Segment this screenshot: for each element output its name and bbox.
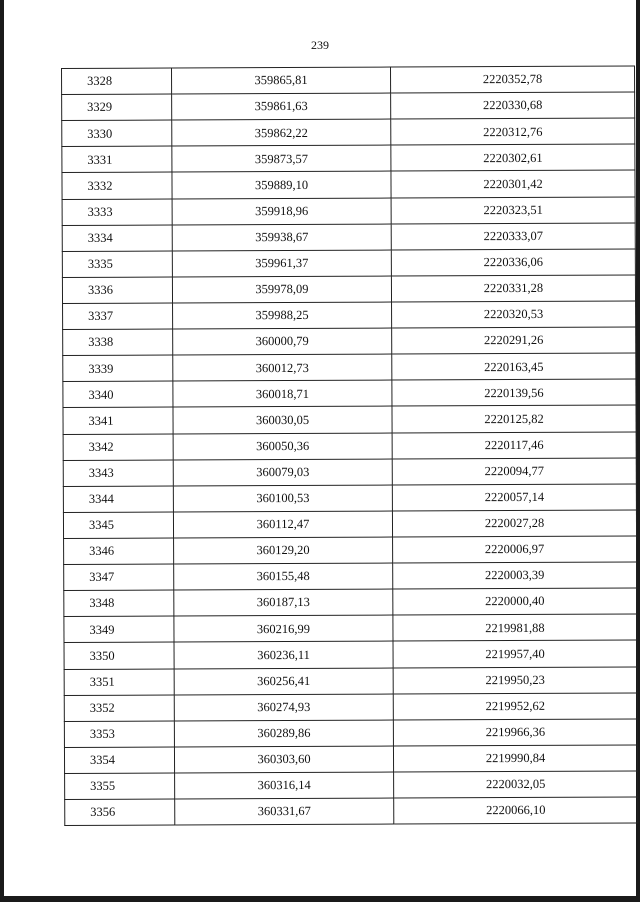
x-coordinate-cell: [174, 589, 393, 616]
x-coordinate-cell: [172, 67, 391, 94]
table-row: [63, 458, 636, 487]
y-coordinate-cell: [393, 667, 637, 694]
y-coordinate-cell: [394, 797, 638, 824]
y-coordinate-cell-text: 2220125,82: [484, 411, 544, 426]
point-number-cell: [63, 355, 173, 382]
y-coordinate-cell: [393, 588, 637, 615]
x-coordinate-cell-text: 359961,37: [255, 255, 309, 271]
point-number-cell: [62, 94, 172, 121]
y-coordinate-cell-text: 2220139,56: [484, 385, 544, 400]
x-coordinate-cell: [174, 720, 393, 747]
point-number-cell-text: 3347: [89, 570, 115, 585]
x-coordinate-cell: [172, 93, 391, 120]
page-number: 239: [311, 38, 329, 52]
table-row: [65, 771, 638, 800]
point-number-cell-text: 3346: [89, 544, 115, 559]
y-coordinate-cell-text: 2219952,62: [485, 698, 546, 714]
y-coordinate-cell: [393, 562, 637, 589]
x-coordinate-cell-text: 360000,79: [255, 334, 309, 349]
x-coordinate-cell-text: 359938,67: [255, 229, 309, 245]
y-coordinate-cell: [392, 405, 636, 432]
point-number-cell-text: 3352: [89, 700, 115, 715]
x-coordinate-cell-text: 359988,25: [255, 308, 309, 323]
y-coordinate-cell-text: 2220000,40: [485, 594, 545, 609]
point-number-cell-text: 3331: [87, 152, 113, 167]
table-row: [64, 719, 637, 748]
y-coordinate-cell: [392, 301, 636, 328]
x-coordinate-cell: [173, 328, 392, 355]
x-coordinate-cell: [173, 406, 392, 433]
point-number-cell-text: 3338: [88, 335, 114, 350]
point-number-cell-text: 3336: [87, 282, 113, 298]
y-coordinate-cell-text: 2220301,42: [483, 176, 543, 191]
point-number-cell: [62, 277, 172, 304]
x-coordinate-cell: [172, 224, 391, 251]
table-row: [62, 118, 635, 147]
coordinates-table-body: [62, 66, 638, 826]
point-number-cell: [62, 68, 172, 95]
table-row: [62, 249, 635, 278]
y-coordinate-cell-text: 2220336,06: [483, 254, 544, 270]
x-coordinate-cell-text: 360331,67: [257, 804, 311, 819]
y-coordinate-cell-text: 2220027,28: [484, 516, 545, 531]
point-number-cell: [65, 799, 175, 826]
table-row: [63, 301, 636, 330]
y-coordinate-cell-text: 2220057,14: [484, 489, 545, 505]
y-coordinate-cell: [391, 144, 635, 171]
point-number-cell-text: 3334: [87, 230, 113, 245]
y-coordinate-cell-text: 2220352,78: [482, 72, 543, 87]
x-coordinate-cell-text: 360012,73: [255, 360, 309, 375]
x-coordinate-cell: [173, 433, 392, 460]
x-coordinate-cell: [173, 380, 392, 407]
table-row: [62, 197, 635, 226]
y-coordinate-cell: [390, 66, 634, 93]
y-coordinate-cell: [393, 693, 637, 720]
point-number-cell: [64, 564, 174, 591]
y-coordinate-cell: [392, 327, 636, 354]
x-coordinate-cell-text: 359862,22: [254, 125, 308, 140]
y-coordinate-cell: [392, 432, 636, 459]
y-coordinate-cell: [391, 275, 635, 302]
point-number-cell-text: 3342: [88, 439, 114, 454]
table-row: [63, 484, 636, 513]
point-number-cell-text: 3354: [89, 752, 116, 768]
point-number-cell: [63, 381, 173, 408]
y-coordinate-cell-text: 2220006,97: [484, 542, 545, 557]
table-row: [62, 275, 635, 304]
x-coordinate-cell-text: 360018,71: [255, 386, 310, 401]
y-coordinate-cell-text: 2219981,88: [485, 620, 545, 635]
y-coordinate-cell-text: 2220333,07: [483, 228, 543, 244]
table-row: [62, 223, 635, 252]
y-coordinate-cell: [391, 249, 635, 276]
point-number-cell: [64, 642, 174, 669]
table-row: [65, 797, 638, 826]
table-row: [62, 170, 635, 199]
x-coordinate-cell-text: 360112,47: [256, 517, 310, 532]
point-number-cell: [64, 695, 174, 722]
y-coordinate-cell: [394, 771, 638, 798]
point-number-cell: [63, 486, 173, 513]
x-coordinate-cell: [172, 171, 391, 198]
x-coordinate-cell-text: 359861,63: [254, 99, 308, 114]
point-number-cell-text: 3329: [87, 100, 113, 115]
point-number-cell: [64, 721, 174, 748]
point-number-cell: [63, 512, 173, 539]
point-number-cell: [63, 329, 173, 356]
table-row: [63, 327, 636, 356]
x-coordinate-cell-text: 359865,81: [254, 73, 308, 88]
x-coordinate-cell-text: 360129,20: [256, 543, 310, 558]
x-coordinate-cell-text: 360079,03: [256, 464, 310, 480]
y-coordinate-cell: [391, 170, 635, 197]
x-coordinate-cell-text: 360050,36: [256, 438, 310, 453]
scan-border-left: [0, 0, 4, 902]
point-number-cell-text: 3344: [88, 491, 114, 506]
y-coordinate-cell: [393, 745, 637, 772]
point-number-cell-text: 3333: [87, 204, 113, 219]
x-coordinate-cell-text: 359918,96: [255, 203, 309, 218]
x-coordinate-cell-text: 360236,11: [257, 647, 310, 662]
y-coordinate-cell-text: 2220117,46: [484, 437, 544, 452]
table-row: [64, 745, 637, 774]
table-row: [64, 614, 637, 643]
x-coordinate-cell-text: 359978,09: [255, 282, 309, 297]
y-coordinate-cell-text: 2220323,51: [483, 202, 543, 218]
point-number-cell-text: 3348: [89, 596, 115, 611]
y-coordinate-cell: [392, 458, 636, 485]
x-coordinate-cell: [172, 119, 391, 146]
point-number-cell-text: 3345: [88, 517, 115, 533]
point-number-cell: [63, 460, 173, 487]
table-row: [63, 353, 636, 382]
point-number-cell-text: 3332: [87, 178, 113, 193]
y-coordinate-cell-text: 2220163,45: [484, 359, 544, 374]
point-number-cell: [64, 747, 174, 774]
x-coordinate-cell-text: 359873,57: [254, 151, 308, 166]
y-coordinate-cell: [391, 197, 635, 224]
x-coordinate-cell-text: 360256,41: [257, 673, 311, 688]
x-coordinate-cell: [174, 746, 393, 773]
x-coordinate-cell-text: 360030,05: [255, 412, 310, 427]
point-number-cell: [63, 303, 173, 330]
x-coordinate-cell-text: 360274,93: [257, 699, 311, 715]
y-coordinate-cell: [392, 484, 636, 511]
x-coordinate-cell-text: 360316,14: [257, 778, 311, 793]
table-row: [64, 562, 637, 591]
x-coordinate-cell: [173, 459, 392, 486]
table-row: [63, 510, 636, 539]
y-coordinate-cell-text: 2220291,26: [483, 333, 544, 348]
x-coordinate-cell: [172, 145, 391, 172]
point-number-cell-text: 3341: [88, 413, 114, 428]
y-coordinate-cell-text: 2220302,61: [483, 150, 543, 165]
table-row: [63, 405, 636, 434]
x-coordinate-cell-text: 359889,10: [254, 177, 309, 192]
point-number-cell-text: 3355: [90, 779, 116, 794]
x-coordinate-cell: [173, 354, 392, 381]
x-coordinate-cell: [174, 668, 393, 695]
point-number-cell-text: 3356: [90, 805, 116, 820]
y-coordinate-cell-text: 2220330,68: [482, 98, 543, 113]
point-number-cell: [64, 590, 174, 617]
x-coordinate-cell: [173, 485, 392, 512]
x-coordinate-cell: [175, 798, 394, 825]
point-number-cell: [65, 773, 175, 800]
x-coordinate-cell-text: 360289,86: [257, 725, 311, 741]
table-row: [64, 588, 637, 617]
x-coordinate-cell: [172, 198, 391, 225]
x-coordinate-cell: [174, 641, 393, 668]
y-coordinate-cell-text: 2220094,77: [484, 463, 544, 479]
table-row: [62, 144, 635, 173]
point-number-cell: [64, 669, 174, 696]
x-coordinate-cell: [174, 694, 393, 721]
point-number-cell: [62, 172, 172, 199]
point-number-cell: [62, 120, 172, 147]
y-coordinate-cell-text: 2220032,05: [485, 777, 546, 792]
y-coordinate-cell: [391, 223, 635, 250]
scan-border-bottom: [0, 896, 640, 902]
y-coordinate-cell-text: 2219966,36: [485, 724, 546, 740]
point-number-cell-text: 3339: [88, 361, 114, 376]
y-coordinate-cell: [392, 353, 636, 380]
x-coordinate-cell: [174, 563, 393, 590]
point-number-cell: [64, 538, 174, 565]
y-coordinate-cell-text: 2220312,76: [483, 124, 543, 139]
x-coordinate-cell-text: 360216,99: [256, 621, 311, 636]
x-coordinate-cell: [173, 302, 392, 329]
x-coordinate-cell: [175, 772, 394, 799]
table-row: [62, 92, 635, 121]
y-coordinate-cell-text: 2220066,10: [486, 803, 546, 818]
point-number-cell: [62, 251, 172, 278]
point-number-cell-text: 3337: [88, 309, 114, 324]
point-number-cell: [62, 225, 172, 252]
point-number-cell: [62, 146, 172, 173]
y-coordinate-cell-text: 2220003,39: [485, 568, 545, 583]
x-coordinate-cell: [172, 276, 391, 303]
table-row: [64, 536, 637, 565]
point-number-cell: [62, 199, 172, 226]
table-row: [62, 66, 635, 95]
point-number-cell-text: 3340: [88, 387, 114, 402]
point-number-cell-text: 3335: [87, 256, 113, 271]
y-coordinate-cell: [391, 92, 635, 119]
point-number-cell: [64, 616, 174, 643]
x-coordinate-cell-text: 360187,13: [256, 595, 310, 610]
x-coordinate-cell-text: 360100,53: [256, 490, 310, 506]
table-row: [64, 640, 637, 669]
y-coordinate-cell-text: 2219950,23: [485, 672, 545, 687]
x-coordinate-cell: [173, 511, 392, 538]
x-coordinate-cell-text: 360155,48: [256, 569, 310, 584]
point-number-cell: [63, 434, 173, 461]
point-number-cell-text: 3350: [89, 648, 115, 663]
y-coordinate-cell: [391, 118, 635, 145]
point-number-cell-text: 3330: [87, 126, 113, 141]
y-coordinate-cell: [392, 379, 636, 406]
point-number-cell-text: 3353: [89, 726, 115, 741]
x-coordinate-cell: [172, 250, 391, 277]
point-number-cell-text: 3328: [87, 74, 113, 89]
table-row: [63, 432, 636, 461]
point-number-cell-text: 3351: [89, 674, 115, 689]
point-number-cell: [63, 407, 173, 434]
point-number-cell-text: 3343: [88, 465, 114, 480]
y-coordinate-cell: [393, 536, 637, 563]
coordinates-table: [61, 65, 638, 826]
table-row: [64, 693, 637, 722]
y-coordinate-cell: [392, 510, 636, 537]
y-coordinate-cell-text: 2219957,40: [485, 646, 545, 661]
y-coordinate-cell: [393, 640, 637, 667]
table-row: [64, 667, 637, 696]
table-row: [63, 379, 636, 408]
y-coordinate-cell: [393, 614, 637, 641]
y-coordinate-cell: [393, 719, 637, 746]
y-coordinate-cell-text: 2220331,28: [483, 281, 544, 296]
x-coordinate-cell: [174, 615, 393, 642]
point-number-cell-text: 3349: [89, 622, 115, 637]
x-coordinate-cell: [174, 537, 393, 564]
x-coordinate-cell-text: 360303,60: [257, 752, 311, 767]
y-coordinate-cell-text: 2220320,53: [483, 307, 544, 322]
y-coordinate-cell-text: 2219990,84: [485, 751, 546, 766]
